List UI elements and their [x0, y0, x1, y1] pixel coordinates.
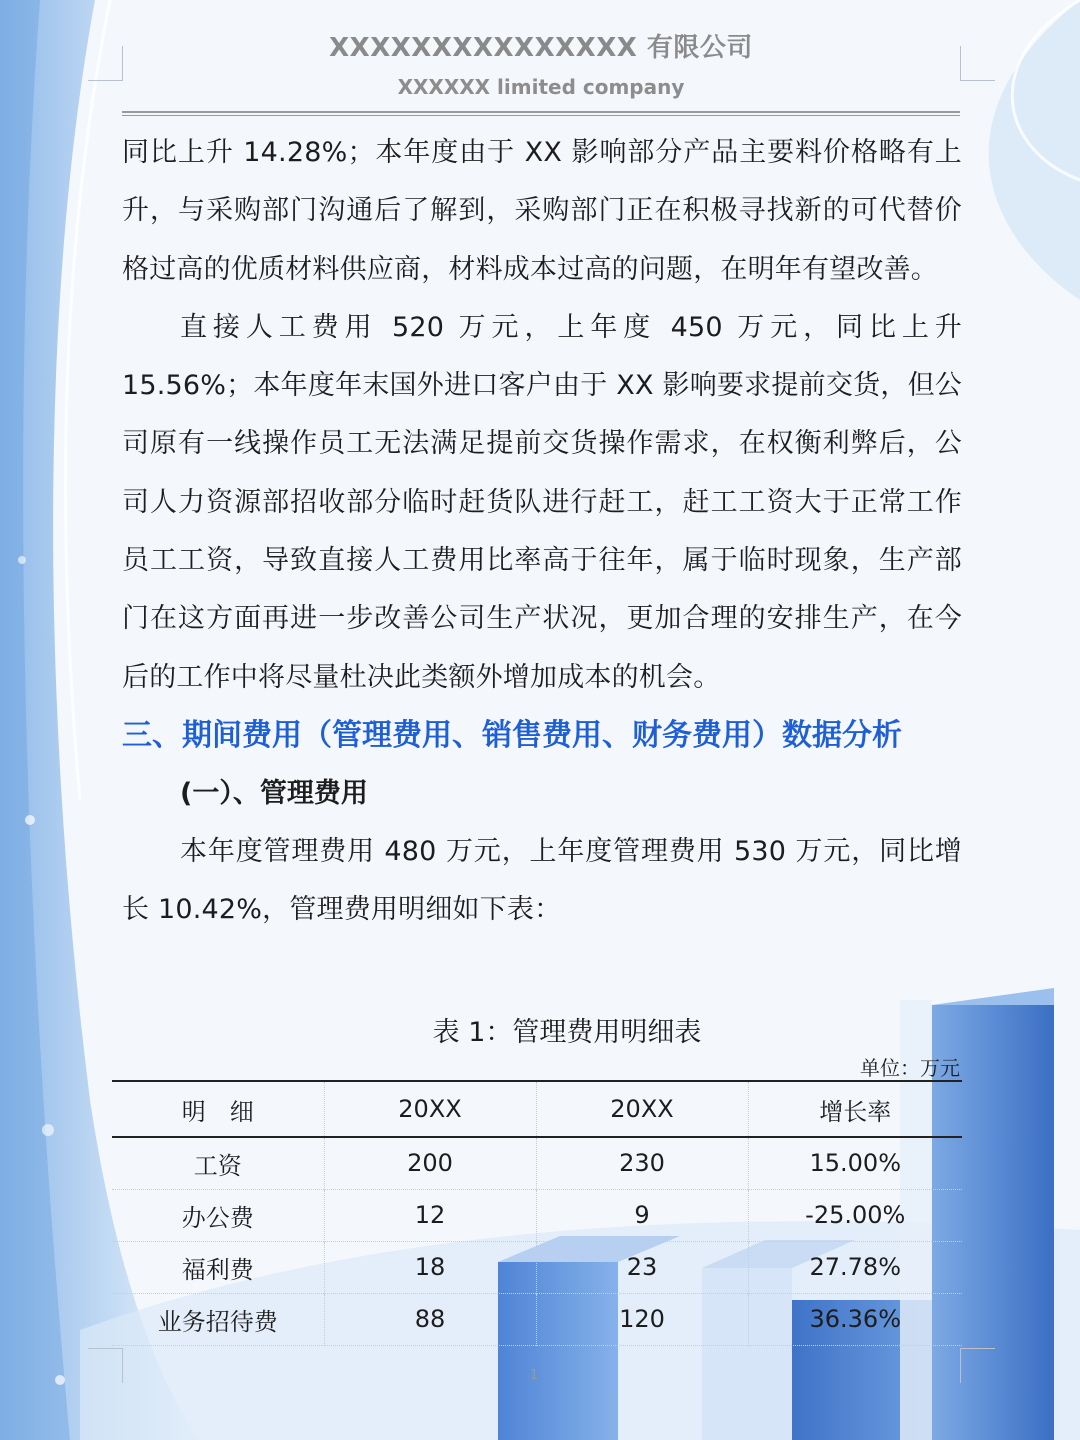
table-cell: 业务招待费: [157, 1307, 278, 1336]
header-rule: [122, 111, 960, 116]
section-heading: 三、期间费用（管理费用、销售费用、财务费用）数据分析: [122, 717, 902, 753]
paragraph-material-cost: 同比上升 14.28%；本年度由于 XX 影响部分产品主要料价格略有上升，与采购部门沟通后了解到，采购部门正在积极寻找新的可代替价格过高的优质材料供应商，材料成本过高的问题，在明年有望改善。: [122, 137, 962, 285]
table-cell: 工资: [193, 1151, 242, 1180]
table-cell: 办公费: [181, 1203, 254, 1232]
company-name-en: XXXXXX limited company: [397, 75, 685, 99]
table-cell: 230: [536, 1137, 748, 1189]
table-header-row: [112, 1081, 962, 1137]
crop-mark-bottom-left: [88, 1348, 123, 1383]
table-cell: -25.00%: [748, 1189, 962, 1241]
table-cell: 福利费: [181, 1255, 254, 1284]
table-header-cell: 20XX: [536, 1081, 748, 1137]
table-unit: 单位：万元: [860, 1056, 960, 1080]
table-cell: 27.78%: [748, 1241, 962, 1293]
management-cost-table: [112, 1080, 962, 1346]
page-header: [122, 28, 960, 102]
company-name-cn: XXXXXXXXXXXXXXX 有限公司: [329, 33, 753, 63]
crop-mark-top-left: [88, 46, 123, 81]
page-number: 1: [530, 1368, 539, 1383]
table-cell: 15.00%: [748, 1137, 962, 1189]
table-row: [112, 1137, 962, 1189]
table-header-cell: 增长率: [748, 1081, 962, 1137]
table-cell: 23: [536, 1241, 748, 1293]
table-cell: 9: [536, 1189, 748, 1241]
table-cell: 120: [536, 1293, 748, 1345]
subsection-heading: (一）、管理费用: [180, 777, 368, 809]
table-cell: 88: [324, 1293, 536, 1345]
crop-mark-top-right: [960, 46, 995, 81]
table-cell: 18: [324, 1241, 536, 1293]
document-body: [122, 124, 962, 940]
table-cell: 36.36%: [748, 1293, 962, 1345]
table-header-cell: 20XX: [324, 1081, 536, 1137]
table-cell: 12: [324, 1189, 536, 1241]
paragraph-management-cost: 本年度管理费用 480 万元，上年度管理费用 530 万元，同比增长 10.42%，管理费用明细如下表：: [122, 835, 962, 926]
paragraph-labor-cost: 直接人工费用 520 万元，上年度 450 万元，同比上升 15.56%；本年度年末国外进口客户由于 XX 影响要求提前交货，但公司原有一线操作员工无法满足提前交货操作需求，在权衡利弊后，公司人力资源部招收部分临时赶货队进行赶工，赶工工资大于正常工作员工工资，导致直接人工费用比率高于往年，属于临时现象，生产部门在这方面再进一步改善公司生产状况，更加合理的安排生产，在今后的工作中将尽量杜决此类额外增加成本的机会。: [122, 311, 962, 693]
table-cell: 200: [324, 1137, 536, 1189]
table-header-cell: 明 细: [181, 1097, 254, 1126]
table-row: [112, 1241, 962, 1293]
table-row: [112, 1189, 962, 1241]
table-row: [112, 1293, 962, 1345]
crop-mark-bottom-right: [960, 1348, 995, 1383]
table-caption: 表 1：管理费用明细表: [432, 1017, 702, 1048]
